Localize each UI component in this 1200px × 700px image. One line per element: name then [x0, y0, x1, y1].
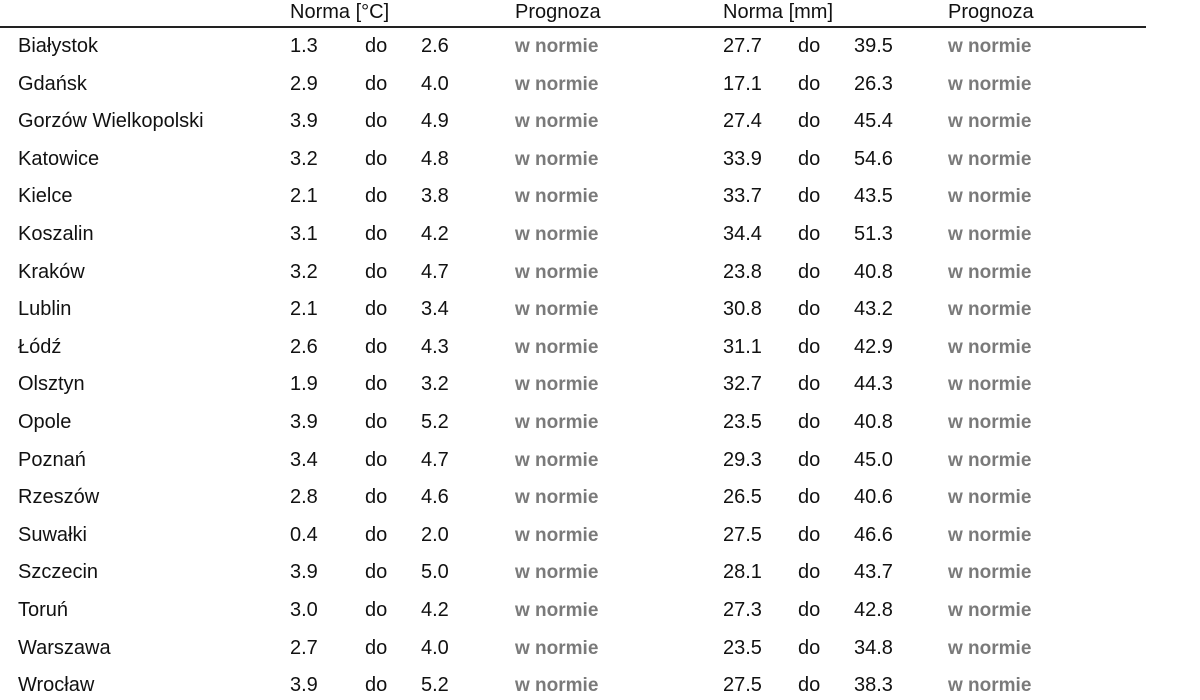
- precip-norm-min: 34.4: [723, 223, 762, 245]
- city-name: Szczecin: [18, 561, 99, 584]
- temp-forecast-status: w normie: [515, 224, 599, 245]
- temp-forecast-status: w normie: [515, 600, 599, 621]
- temp-norm-min: 2.1: [290, 298, 318, 321]
- precip-norm-min: 29.3: [723, 448, 762, 471]
- header-temp-forecast: Prognoza: [515, 1, 601, 23]
- precip-norm-max: 45.4: [854, 110, 893, 133]
- temp-forecast-status: w normie: [515, 73, 599, 95]
- temp-norm-min: 2.8: [290, 486, 318, 509]
- precip-norm-separator: do: [798, 599, 821, 621]
- temp-forecast-status: w normie: [515, 412, 599, 433]
- precip-norm-separator: do: [798, 335, 821, 358]
- precip-norm-min: 33.7: [723, 185, 762, 208]
- table-row: [0, 141, 1146, 178]
- temp-forecast-status: w normie: [515, 36, 599, 57]
- table-row: [0, 517, 1146, 554]
- temp-norm-min: 2.1: [290, 185, 318, 208]
- precip-norm-min: 33.9: [723, 147, 762, 170]
- precip-norm-separator: do: [798, 674, 821, 697]
- precip-norm-max: 42.8: [854, 599, 893, 621]
- precip-norm-min: 23.5: [723, 411, 762, 433]
- table-header: [0, 0, 1146, 28]
- precip-norm-min: 28.1: [723, 561, 762, 584]
- precip-norm-min: 31.1: [723, 335, 762, 358]
- temp-norm-max: 4.6: [421, 486, 449, 509]
- temp-norm-max: 4.8: [421, 147, 449, 170]
- precip-norm-max: 46.6: [854, 523, 893, 546]
- temp-norm-separator: do: [365, 147, 388, 170]
- precip-norm-separator: do: [798, 636, 821, 659]
- precip-forecast-status: w normie: [948, 562, 1032, 584]
- precip-forecast-status: w normie: [948, 449, 1032, 471]
- precip-norm-max: 43.5: [854, 185, 893, 208]
- temp-norm-max: 4.7: [421, 260, 449, 283]
- table-row: [0, 667, 1146, 700]
- precip-forecast-status: w normie: [948, 374, 1032, 396]
- city-name: Toruń: [18, 599, 69, 621]
- precip-norm-separator: do: [798, 223, 821, 245]
- precip-norm-min: 23.8: [723, 260, 762, 283]
- precip-norm-max: 43.7: [854, 561, 893, 584]
- temp-norm-min: 2.6: [290, 335, 318, 358]
- temp-norm-max: 2.6: [421, 35, 449, 57]
- temp-forecast-status: w normie: [515, 637, 599, 659]
- precip-forecast-status: w normie: [948, 36, 1032, 57]
- precip-norm-min: 27.4: [723, 110, 762, 133]
- temp-forecast-status: w normie: [515, 487, 599, 509]
- temp-norm-min: 3.9: [290, 561, 318, 584]
- temp-norm-max: 5.2: [421, 674, 449, 697]
- temp-forecast-status: w normie: [515, 261, 599, 283]
- temp-forecast-status: w normie: [515, 374, 599, 396]
- table-row: [0, 291, 1146, 328]
- temp-forecast-status: w normie: [515, 111, 599, 133]
- temp-norm-max: 5.0: [421, 561, 449, 584]
- precip-forecast-status: w normie: [948, 336, 1032, 358]
- city-name: Katowice: [18, 147, 100, 170]
- table-row: [0, 178, 1146, 215]
- precip-norm-max: 38.3: [854, 674, 893, 697]
- city-name: Koszalin: [18, 223, 94, 245]
- temp-norm-max: 4.2: [421, 599, 449, 621]
- city-name: Kielce: [18, 185, 73, 208]
- temp-norm-min: 1.9: [290, 373, 318, 396]
- temp-norm-separator: do: [365, 72, 388, 95]
- temp-forecast-status: w normie: [515, 524, 599, 546]
- precip-forecast-status: w normie: [948, 261, 1032, 283]
- temp-norm-min: 3.0: [290, 599, 318, 621]
- table-row: [0, 404, 1146, 441]
- city-name: Opole: [18, 411, 72, 433]
- header-precip-forecast: Prognoza: [948, 1, 1034, 23]
- precip-norm-separator: do: [798, 110, 821, 133]
- precip-forecast-status: w normie: [948, 299, 1032, 321]
- precip-norm-min: 26.5: [723, 486, 762, 509]
- temp-norm-min: 1.3: [290, 35, 318, 57]
- temp-norm-min: 0.4: [290, 523, 318, 546]
- temp-norm-min: 3.9: [290, 110, 318, 133]
- precip-norm-max: 51.3: [854, 223, 893, 245]
- city-name: Olsztyn: [18, 373, 85, 396]
- temp-norm-min: 2.7: [290, 636, 318, 659]
- temp-norm-max: 4.9: [421, 110, 449, 133]
- precip-forecast-status: w normie: [948, 73, 1032, 95]
- precip-norm-max: 40.6: [854, 486, 893, 509]
- temp-norm-min: 2.9: [290, 72, 318, 95]
- precip-forecast-status: w normie: [948, 524, 1032, 546]
- temp-norm-separator: do: [365, 448, 388, 471]
- precip-norm-separator: do: [798, 486, 821, 509]
- city-name: Łódź: [18, 335, 62, 358]
- temp-norm-min: 3.1: [290, 223, 318, 245]
- precip-norm-min: 27.3: [723, 599, 762, 621]
- precip-norm-max: 44.3: [854, 373, 893, 396]
- precip-norm-separator: do: [798, 523, 821, 546]
- temp-norm-max: 3.8: [421, 185, 449, 208]
- temp-forecast-status: w normie: [515, 148, 599, 170]
- temp-norm-max: 4.3: [421, 335, 449, 358]
- temp-norm-separator: do: [365, 35, 388, 57]
- header-temp-norm: Norma [°C]: [290, 1, 390, 23]
- temp-norm-separator: do: [365, 486, 388, 509]
- temp-norm-separator: do: [365, 260, 388, 283]
- temp-norm-max: 4.2: [421, 223, 449, 245]
- city-name: Warszawa: [18, 636, 111, 659]
- precip-forecast-status: w normie: [948, 600, 1032, 621]
- city-name: Gdańsk: [18, 72, 87, 95]
- precip-norm-min: 27.5: [723, 523, 762, 546]
- table-row: [0, 254, 1146, 291]
- city-name: Białystok: [18, 35, 99, 57]
- temp-norm-separator: do: [365, 298, 388, 321]
- temp-forecast-status: w normie: [515, 449, 599, 471]
- table-row: [0, 28, 1146, 65]
- temp-norm-separator: do: [365, 110, 388, 133]
- precip-norm-max: 54.6: [854, 147, 893, 170]
- temp-norm-separator: do: [365, 185, 388, 208]
- precip-norm-min: 27.7: [723, 35, 762, 57]
- precip-norm-separator: do: [798, 260, 821, 283]
- precip-norm-separator: do: [798, 147, 821, 170]
- precip-norm-min: 27.5: [723, 674, 762, 697]
- precip-norm-max: 39.5: [854, 35, 893, 57]
- precip-norm-max: 40.8: [854, 260, 893, 283]
- temp-forecast-status: w normie: [515, 562, 599, 584]
- temp-forecast-status: w normie: [515, 336, 599, 358]
- precip-norm-min: 23.5: [723, 636, 762, 659]
- precip-norm-separator: do: [798, 373, 821, 396]
- table-row: [0, 66, 1146, 103]
- precip-forecast-status: w normie: [948, 412, 1032, 433]
- temp-norm-min: 3.4: [290, 448, 318, 471]
- temp-norm-separator: do: [365, 335, 388, 358]
- precip-norm-separator: do: [798, 411, 821, 433]
- precip-norm-separator: do: [798, 72, 821, 95]
- precip-forecast-status: w normie: [948, 637, 1032, 659]
- temp-norm-max: 2.0: [421, 523, 449, 546]
- temp-norm-separator: do: [365, 599, 388, 621]
- precip-norm-max: 40.8: [854, 411, 893, 433]
- temp-norm-min: 3.9: [290, 674, 318, 697]
- table-row: [0, 442, 1146, 479]
- precip-norm-separator: do: [798, 35, 821, 57]
- precip-forecast-status: w normie: [948, 111, 1032, 133]
- table-row: [0, 592, 1146, 629]
- temp-norm-max: 4.0: [421, 636, 449, 659]
- table-row: [0, 366, 1146, 403]
- precip-norm-separator: do: [798, 561, 821, 584]
- temp-norm-min: 3.2: [290, 260, 318, 283]
- temp-norm-separator: do: [365, 674, 388, 697]
- precip-forecast-status: w normie: [948, 675, 1032, 697]
- temp-norm-separator: do: [365, 223, 388, 245]
- city-name: Wrocław: [18, 674, 95, 697]
- temp-norm-separator: do: [365, 636, 388, 659]
- precip-norm-separator: do: [798, 448, 821, 471]
- precip-norm-max: 34.8: [854, 636, 893, 659]
- precip-norm-max: 26.3: [854, 72, 893, 95]
- precip-norm-min: 32.7: [723, 373, 762, 396]
- temp-norm-separator: do: [365, 523, 388, 546]
- temp-norm-separator: do: [365, 561, 388, 584]
- city-name: Suwałki: [18, 523, 87, 546]
- table-row: [0, 554, 1146, 591]
- city-name: Gorzów Wielkopolski: [18, 110, 204, 133]
- precip-norm-separator: do: [798, 185, 821, 208]
- temp-forecast-status: w normie: [515, 675, 599, 697]
- precip-norm-min: 30.8: [723, 298, 762, 321]
- city-name: Kraków: [18, 260, 85, 283]
- temp-norm-separator: do: [365, 411, 388, 433]
- table-row: [0, 103, 1146, 140]
- temp-norm-max: 4.7: [421, 448, 449, 471]
- temp-norm-min: 3.2: [290, 147, 318, 170]
- header-precip-norm: Norma [mm]: [723, 1, 833, 23]
- precip-norm-min: 17.1: [723, 72, 762, 95]
- city-name: Rzeszów: [18, 486, 100, 509]
- precip-norm-max: 42.9: [854, 335, 893, 358]
- temp-norm-separator: do: [365, 373, 388, 396]
- table-row: [0, 479, 1146, 516]
- precip-forecast-status: w normie: [948, 224, 1032, 245]
- temp-norm-max: 4.0: [421, 72, 449, 95]
- precip-forecast-status: w normie: [948, 186, 1032, 208]
- temp-forecast-status: w normie: [515, 299, 599, 321]
- temp-forecast-status: w normie: [515, 186, 599, 208]
- temp-norm-max: 3.2: [421, 373, 449, 396]
- temp-norm-max: 5.2: [421, 411, 449, 433]
- temp-norm-max: 3.4: [421, 298, 449, 321]
- table-row: [0, 216, 1146, 253]
- precip-norm-max: 45.0: [854, 448, 893, 471]
- precip-forecast-status: w normie: [948, 487, 1032, 509]
- city-name: Lublin: [18, 298, 72, 321]
- temp-norm-min: 3.9: [290, 411, 318, 433]
- table-row: [0, 630, 1146, 667]
- table-row: [0, 329, 1146, 366]
- precip-norm-max: 43.2: [854, 298, 893, 321]
- precip-forecast-status: w normie: [948, 148, 1032, 170]
- city-name: Poznań: [18, 448, 86, 471]
- precip-norm-separator: do: [798, 298, 821, 321]
